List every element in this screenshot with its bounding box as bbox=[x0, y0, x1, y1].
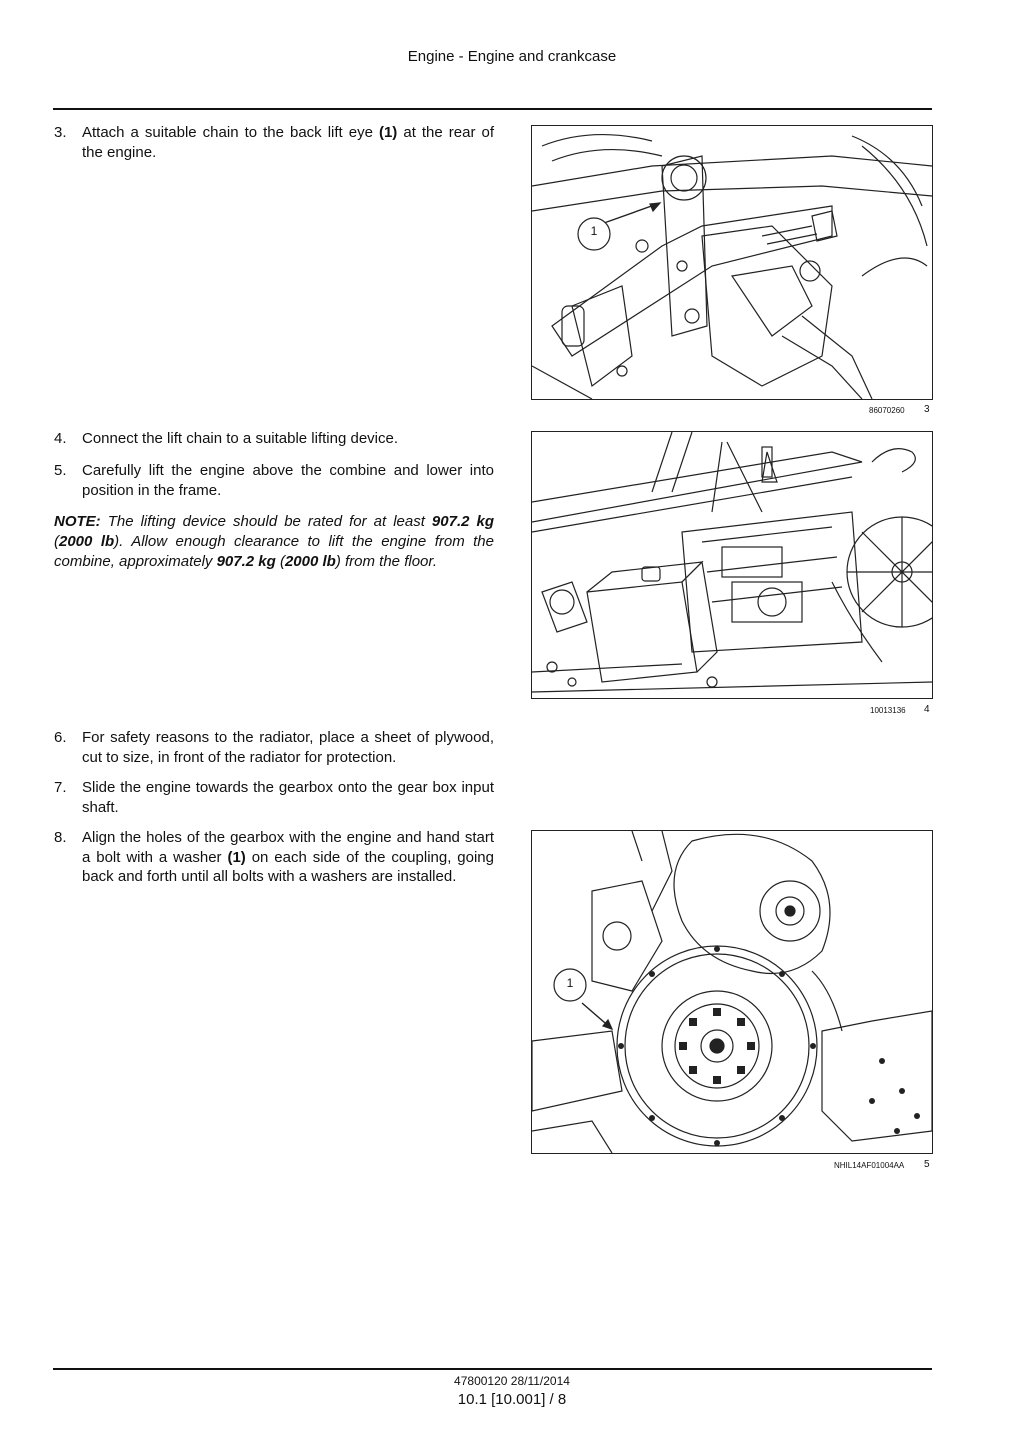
figure-3-callout: 1 bbox=[590, 224, 598, 238]
figure-4-engine-lift bbox=[531, 431, 933, 699]
figure-3-number: 3 bbox=[924, 404, 930, 415]
step-text: Connect the lift chain to a suitable lifting device. bbox=[82, 430, 399, 447]
footer-document-id: 47800120 28/11/2014 bbox=[454, 1374, 570, 1388]
figure-5-gearbox-coupling bbox=[531, 830, 933, 1154]
step-number: 3. bbox=[54, 124, 67, 141]
step-number: 6. bbox=[54, 729, 67, 746]
figure-5-number: 5 bbox=[924, 1159, 930, 1170]
step-text: Carefully lift the engine above the combine and lower into position in the frame. bbox=[82, 462, 494, 499]
figure-4-number: 4 bbox=[924, 704, 930, 715]
figure-3-reference: 86070260 bbox=[869, 406, 905, 415]
header-rule bbox=[53, 108, 932, 110]
footer-rule bbox=[53, 1368, 932, 1370]
step-4 bbox=[54, 429, 494, 449]
figure-5-callout: 1 bbox=[566, 976, 574, 990]
figure-5-reference: NHIL14AF01004AA bbox=[834, 1161, 905, 1170]
step-7 bbox=[54, 778, 494, 817]
step-text: For safety reasons to the radiator, place a sheet of plywood, cut to size, in front of the radiator for protection. bbox=[82, 729, 494, 766]
step-8 bbox=[54, 828, 494, 887]
step-text: Slide the engine towards the gearbox onto the gear box input shaft. bbox=[82, 779, 494, 816]
footer-page-number: 10.1 [10.001] / 8 bbox=[457, 1391, 567, 1408]
figure-4-reference: 10013136 bbox=[870, 706, 906, 715]
step-number: 4. bbox=[54, 430, 67, 447]
step-6 bbox=[54, 728, 494, 767]
note-label: NOTE: bbox=[54, 513, 101, 530]
step-5 bbox=[54, 461, 494, 500]
step-3 bbox=[54, 123, 494, 162]
page-header-title: Engine - Engine and crankcase bbox=[407, 48, 617, 65]
step-number: 8. bbox=[54, 829, 67, 846]
step-text: Align the holes of the gearbox with the engine and hand start a bolt with a washer (1) on each side of the coupling, going back and forth until all bolts with a washers are installed. bbox=[82, 829, 494, 885]
step-number: 5. bbox=[54, 462, 67, 479]
step-number: 7. bbox=[54, 779, 67, 796]
step-text: Attach a suitable chain to the back lift eye (1) at the rear of the engine. bbox=[82, 124, 494, 161]
figure-3-back-lift-eye bbox=[531, 125, 933, 400]
lifting-note: NOTE: The lifting device should be rated for at least 907.2 kg (2000 lb). Allow enough clearance to lift the engine from the combine, approximately 907.2 kg (2000 lb) from the floor. bbox=[54, 513, 494, 570]
